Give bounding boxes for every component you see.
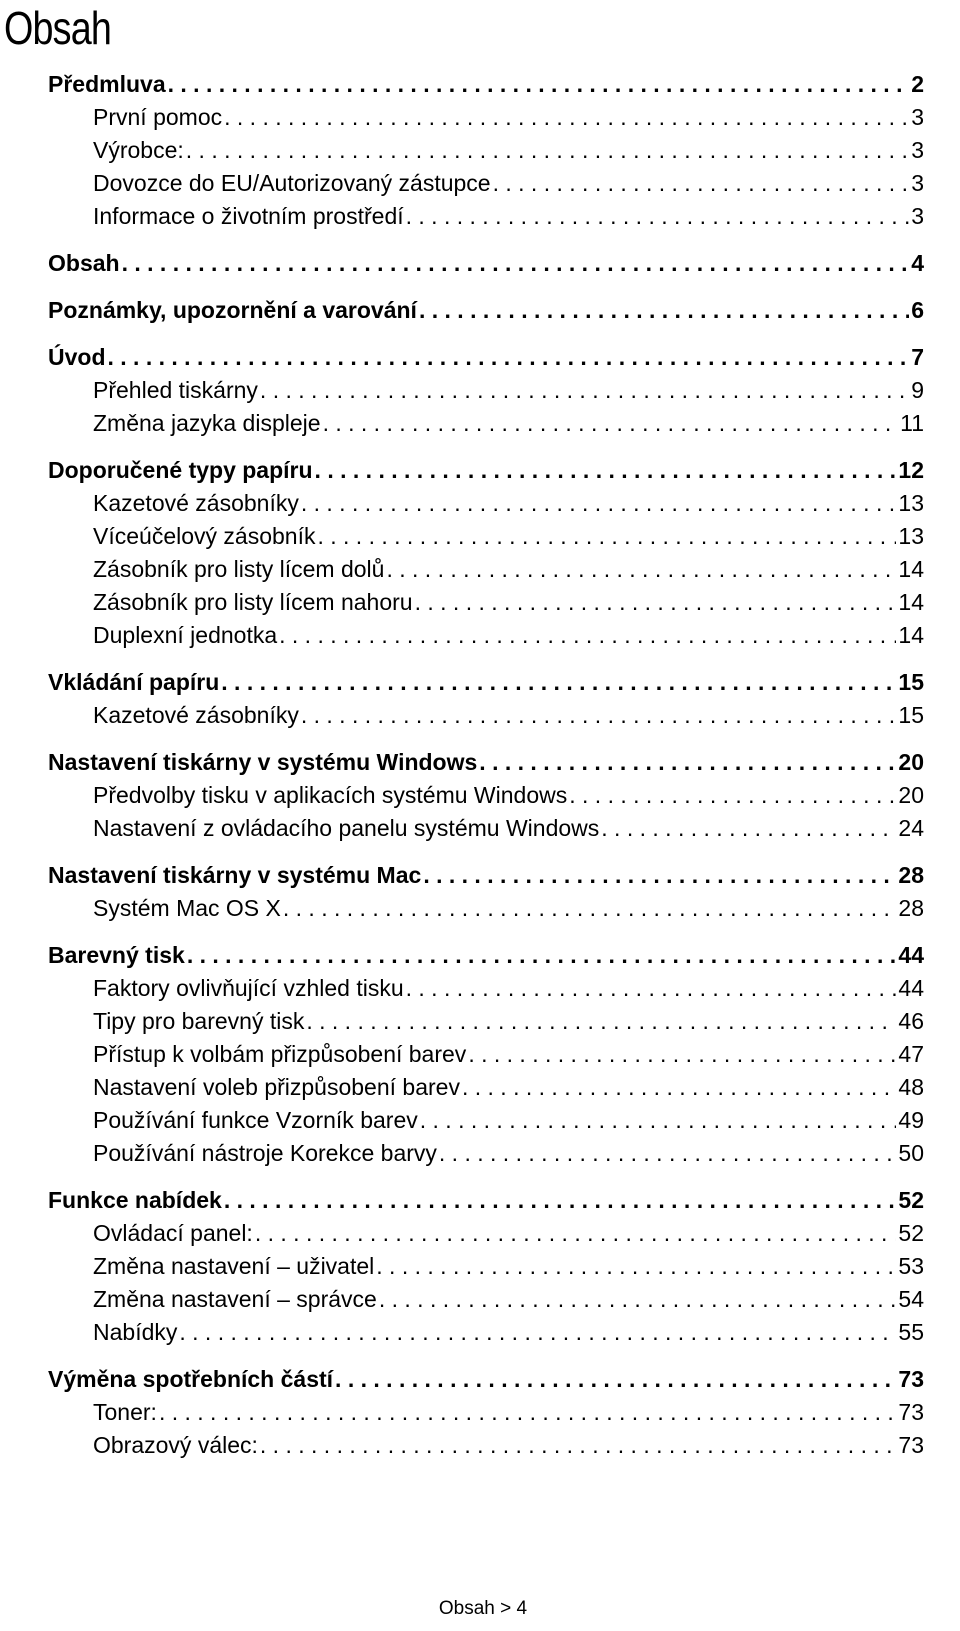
toc-entry-title: Toner: (93, 1399, 157, 1425)
dot-leader (406, 972, 897, 1005)
dot-leader (419, 294, 909, 327)
dot-leader (379, 1283, 897, 1316)
toc-entry-title: Ovládací panel: (93, 1220, 253, 1246)
toc-entry-page-number: 49 (898, 1107, 924, 1133)
toc-entry-title: Změna nastavení – uživatel (93, 1253, 375, 1279)
toc-section (48, 294, 924, 327)
dot-leader (179, 1316, 896, 1349)
toc-entry-title: Funkce nabídek (48, 1187, 222, 1213)
dot-leader (439, 1137, 897, 1170)
toc-subsection-entry[interactable] (48, 892, 924, 925)
dot-leader (221, 666, 896, 699)
toc-entry-page-number: 3 (911, 137, 924, 163)
toc-entry-page-number: 2 (911, 71, 924, 97)
toc-entry-title: Používání funkce Vzorník barev (93, 1107, 418, 1133)
toc-entry-page-number: 13 (898, 523, 924, 549)
toc-entry-title: Poznámky, upozornění a varování (48, 297, 417, 323)
toc-entry-title: Nastavení z ovládacího panelu systému Windows (93, 815, 600, 841)
toc-subsection-entry[interactable] (48, 779, 924, 812)
toc-entry-page-number: 13 (898, 490, 924, 516)
dot-leader (168, 68, 910, 101)
toc-section (48, 939, 924, 1170)
toc-entry-page-number: 11 (900, 410, 924, 436)
toc-entry-title: Systém Mac OS X (93, 895, 281, 921)
toc-entry-title: Výrobce: (93, 137, 184, 163)
toc-subsection-entry[interactable] (48, 1429, 924, 1462)
toc-subsection-entry[interactable] (48, 619, 924, 652)
toc-section-entry[interactable] (48, 68, 924, 101)
toc-section-entry[interactable] (48, 666, 924, 699)
toc-entry-page-number: 52 (898, 1187, 924, 1213)
toc-entry-title: Nabídky (93, 1319, 178, 1345)
toc-entry-title: Zásobník pro listy lícem dolů (93, 556, 385, 582)
toc-entry-page-number: 46 (898, 1008, 924, 1034)
dot-leader (224, 101, 909, 134)
toc-entry-page-number: 73 (898, 1399, 924, 1425)
toc-section-entry[interactable] (48, 939, 924, 972)
toc-subsection-entry[interactable] (48, 1038, 924, 1071)
toc-section-entry[interactable] (48, 1184, 924, 1217)
toc-entry-title: Nastavení tiskárny v systému Windows (48, 749, 478, 775)
toc-section (48, 341, 924, 440)
toc-entry-title: Používání nástroje Korekce barvy (93, 1140, 437, 1166)
toc-entry-title: Vkládání papíru (48, 669, 220, 695)
toc-subsection-entry[interactable] (48, 374, 924, 407)
toc-section (48, 247, 924, 280)
dot-leader (260, 1429, 897, 1462)
toc-entry-title: Změna nastavení – správce (93, 1286, 377, 1312)
dot-leader (186, 134, 909, 167)
dot-leader (315, 454, 897, 487)
toc-entry-title: Nastavení voleb přizpůsobení barev (93, 1074, 460, 1100)
toc-subsection-entry[interactable] (48, 972, 924, 1005)
toc-entry-title: Nastavení tiskárny v systému Mac (48, 862, 422, 888)
toc-section (48, 746, 924, 845)
dot-leader (423, 859, 896, 892)
toc-section-entry[interactable] (48, 294, 924, 327)
toc-entry-title: Informace o životním prostředí (93, 203, 404, 229)
dot-leader (335, 1363, 896, 1396)
dot-leader (317, 520, 896, 553)
toc-entry-page-number: 50 (898, 1140, 924, 1166)
dot-leader (468, 1038, 896, 1071)
toc-entry-page-number: 3 (911, 104, 924, 130)
page-footer: Obsah > 4 (438, 1598, 528, 1619)
toc-entry-title: Tipy pro barevný tisk (93, 1008, 305, 1034)
toc-subsection-entry[interactable] (48, 812, 924, 845)
toc-entry-page-number: 53 (898, 1253, 924, 1279)
toc-entry-title: Kazetové zásobníky (93, 490, 299, 516)
toc-entry-title: Výměna spotřebních částí (48, 1366, 334, 1392)
toc-entry-title: Přehled tiskárny (93, 377, 258, 403)
toc-entry-page-number: 44 (898, 942, 924, 968)
toc-entry-page-number: 28 (898, 862, 924, 888)
toc-entry-page-number: 54 (898, 1286, 924, 1312)
toc-entry-page-number: 52 (898, 1220, 924, 1246)
dot-leader (283, 892, 897, 925)
toc-subsection-entry[interactable] (48, 699, 924, 732)
toc-entry-title: Faktory ovlivňující vzhled tisku (93, 975, 404, 1001)
toc-entry-page-number: 20 (898, 782, 924, 808)
toc-entry-page-number: 73 (898, 1432, 924, 1458)
dot-leader (279, 619, 896, 652)
toc-entry-title: Duplexní jednotka (93, 622, 278, 648)
toc-section-entry[interactable] (48, 859, 924, 892)
dot-leader (376, 1250, 896, 1283)
toc-subsection-entry[interactable] (48, 407, 924, 440)
dot-leader (479, 746, 896, 779)
toc-section (48, 1184, 924, 1349)
dot-leader (108, 341, 910, 374)
toc-entry-title: Víceúčelový zásobník (93, 523, 316, 549)
toc-entry-title: Doporučené typy papíru (48, 457, 313, 483)
toc-subsection-entry[interactable] (48, 520, 924, 553)
toc-section (48, 859, 924, 925)
toc-entry-title: Úvod (48, 344, 106, 370)
toc-entry-page-number: 48 (898, 1074, 924, 1100)
toc-entry-title: Předvolby tisku v aplikacích systému Windows (93, 782, 568, 808)
toc-section (48, 666, 924, 732)
toc-entry-title: Přístup k volbám přizpůsobení barev (93, 1041, 467, 1067)
toc-entry-title: Zásobník pro listy lícem nahoru (93, 589, 413, 615)
toc-entry-page-number: 24 (898, 815, 924, 841)
toc-section-entry[interactable] (48, 341, 924, 374)
table-of-contents (48, 68, 924, 1476)
dot-leader (601, 812, 896, 845)
toc-entry-title: Barevný tisk (48, 942, 185, 968)
toc-entry-title: Obsah (48, 250, 120, 276)
toc-entry-title: Kazetové zásobníky (93, 702, 299, 728)
toc-entry-page-number: 15 (898, 702, 924, 728)
dot-leader (569, 779, 896, 812)
dot-leader (406, 200, 910, 233)
dot-leader (301, 487, 897, 520)
toc-subsection-entry[interactable] (48, 487, 924, 520)
dot-leader (122, 247, 910, 280)
toc-subsection-entry[interactable] (48, 134, 924, 167)
toc-entry-page-number: 44 (898, 975, 924, 1001)
toc-entry-page-number: 4 (911, 250, 924, 276)
dot-leader (415, 586, 897, 619)
dot-leader (306, 1005, 896, 1038)
toc-entry-page-number: 55 (898, 1319, 924, 1345)
toc-section (48, 454, 924, 652)
toc-entry-title: První pomoc (93, 104, 223, 130)
toc-entry-page-number: 3 (911, 203, 924, 229)
toc-subsection-entry[interactable] (48, 1250, 924, 1283)
toc-subsection-entry[interactable] (48, 1316, 924, 1349)
toc-entry-title: Dovozce do EU/Autorizovaný zástupce (93, 170, 491, 196)
toc-entry-page-number: 20 (898, 749, 924, 775)
toc-subsection-entry[interactable] (48, 1396, 924, 1429)
toc-subsection-entry[interactable] (48, 1137, 924, 1170)
toc-entry-title: Změna jazyka displeje (93, 410, 321, 436)
toc-subsection-entry[interactable] (48, 1071, 924, 1104)
toc-entry-page-number: 14 (898, 622, 924, 648)
dot-leader (420, 1104, 897, 1137)
toc-section (48, 68, 924, 233)
dot-leader (187, 939, 897, 972)
dot-leader (493, 167, 910, 200)
toc-entry-title: Předmluva (48, 71, 166, 97)
dot-leader (159, 1396, 896, 1429)
toc-subsection-entry[interactable] (48, 1283, 924, 1316)
page-title: Obsah (4, 2, 112, 54)
toc-entry-title: Obrazový válec: (93, 1432, 258, 1458)
toc-subsection-entry[interactable] (48, 1005, 924, 1038)
toc-entry-page-number: 14 (898, 589, 924, 615)
dot-leader (224, 1184, 897, 1217)
toc-section-entry[interactable] (48, 454, 924, 487)
dot-leader (323, 407, 899, 440)
toc-section-entry[interactable] (48, 1363, 924, 1396)
toc-subsection-entry[interactable] (48, 1217, 924, 1250)
dot-leader (260, 374, 909, 407)
toc-subsection-entry[interactable] (48, 586, 924, 619)
toc-section (48, 1363, 924, 1462)
toc-entry-page-number: 47 (898, 1041, 924, 1067)
toc-entry-page-number: 3 (911, 170, 924, 196)
toc-subsection-entry[interactable] (48, 1104, 924, 1137)
toc-entry-page-number: 12 (898, 457, 924, 483)
dot-leader (255, 1217, 897, 1250)
toc-subsection-entry[interactable] (48, 553, 924, 586)
dot-leader (386, 553, 896, 586)
toc-section-entry[interactable] (48, 247, 924, 280)
dot-leader (462, 1071, 896, 1104)
toc-entry-page-number: 14 (898, 556, 924, 582)
toc-entry-page-number: 15 (898, 669, 924, 695)
toc-entry-page-number: 73 (898, 1366, 924, 1392)
toc-entry-page-number: 9 (911, 377, 924, 403)
toc-entry-page-number: 6 (911, 297, 924, 323)
toc-subsection-entry[interactable] (48, 200, 924, 233)
toc-subsection-entry[interactable] (48, 167, 924, 200)
dot-leader (301, 699, 897, 732)
toc-subsection-entry[interactable] (48, 101, 924, 134)
toc-entry-page-number: 7 (911, 344, 924, 370)
toc-entry-page-number: 28 (898, 895, 924, 921)
toc-section-entry[interactable] (48, 746, 924, 779)
